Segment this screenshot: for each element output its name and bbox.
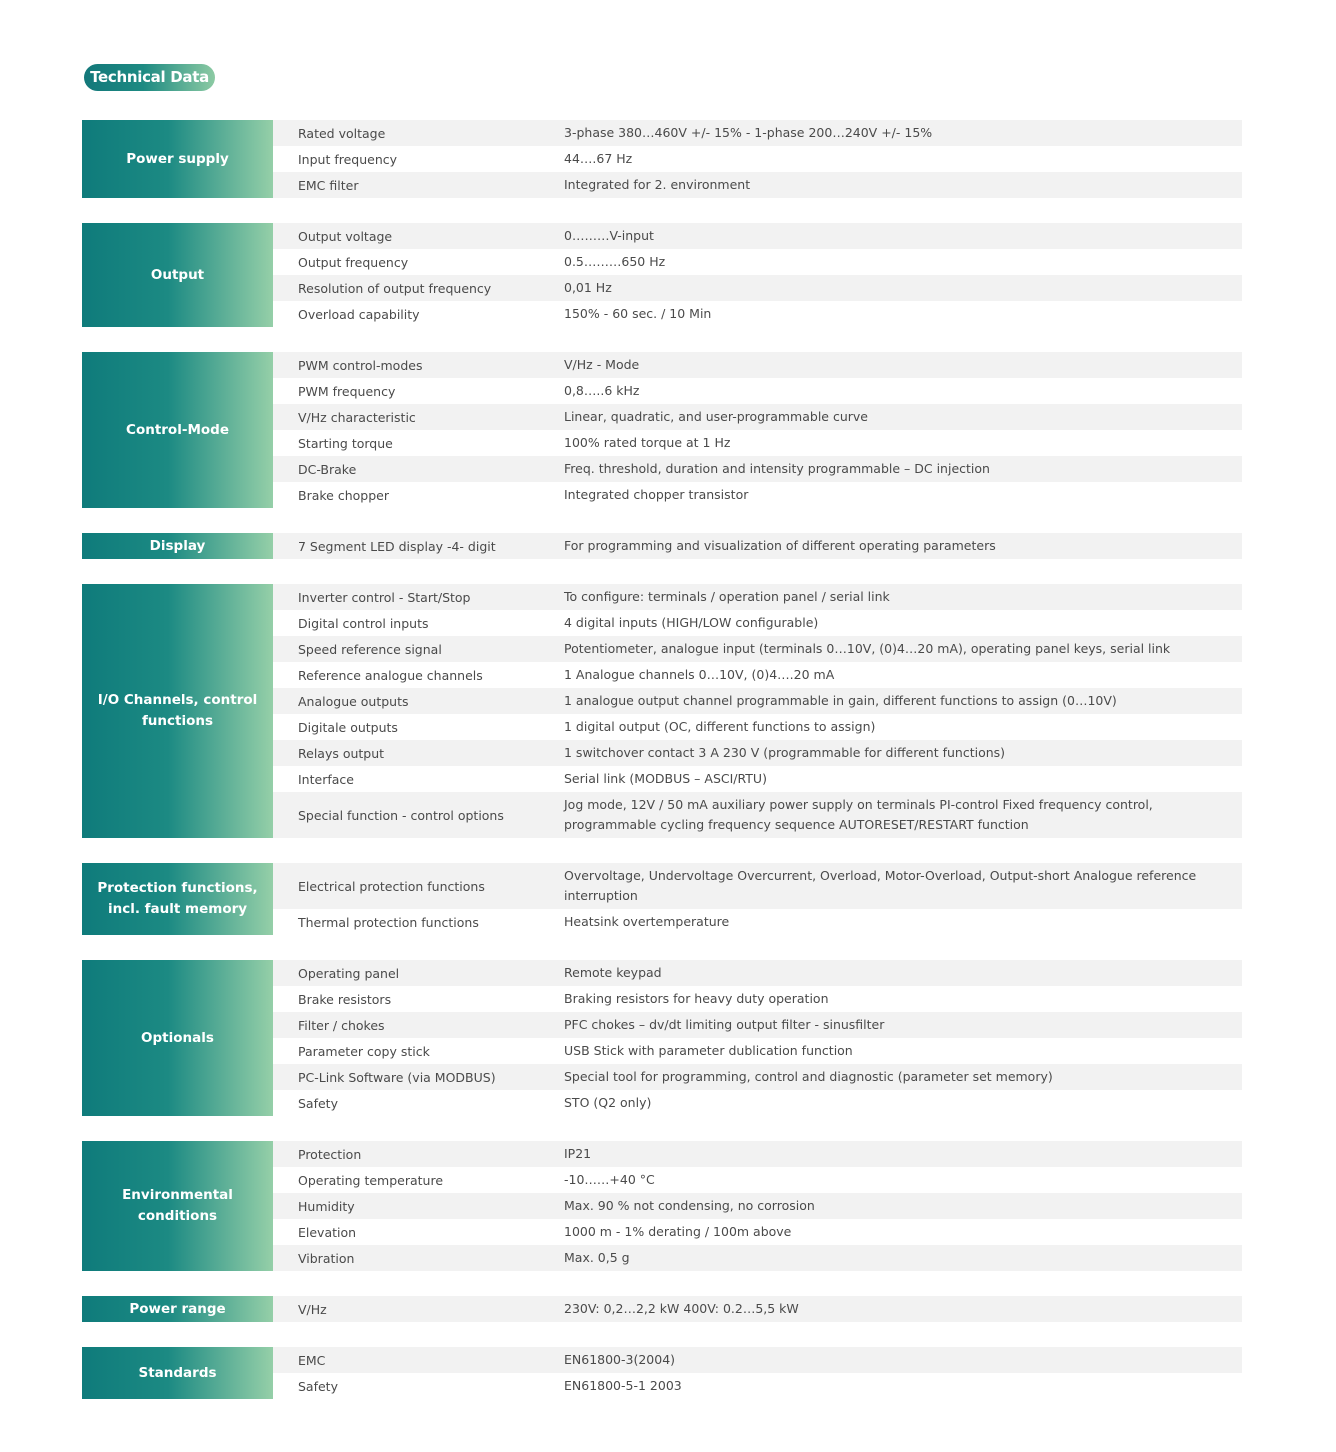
spec-value: Special tool for programming, control and diagnostic (parameter set memory): [564, 1069, 1053, 1084]
spec-row: [273, 1012, 1242, 1038]
page-title-badge: Technical Data: [84, 64, 215, 91]
spec-row: [273, 792, 1242, 838]
spec-section: [82, 533, 1242, 559]
spec-key: Relays output: [298, 745, 385, 761]
spec-row: [273, 275, 1242, 301]
spec-key: Speed reference signal: [298, 641, 442, 657]
spec-section: [82, 352, 1242, 508]
spec-key: Thermal protection functions: [298, 914, 479, 930]
spec-value: 0………V-input: [564, 228, 654, 243]
spec-key: Rated voltage: [298, 125, 386, 141]
spec-key: Output voltage: [298, 228, 393, 244]
spec-key: Electrical protection functions: [298, 878, 485, 894]
spec-row: [273, 1373, 1242, 1399]
spec-row: [273, 688, 1242, 714]
spec-key: EMC filter: [298, 177, 359, 193]
spec-value: 4 digital inputs (HIGH/LOW configurable): [564, 615, 819, 630]
spec-value: IP21: [564, 1146, 592, 1161]
spec-key: V/Hz characteristic: [298, 409, 416, 425]
spec-value: 100% rated torque at 1 Hz: [564, 435, 731, 450]
spec-value: 0,01 Hz: [564, 280, 612, 295]
section-label: Power supply: [82, 120, 273, 198]
spec-key: Safety: [298, 1095, 338, 1111]
spec-value: 0,8…..6 kHz: [564, 383, 640, 398]
spec-section: [82, 863, 1242, 935]
spec-section: [82, 1296, 1242, 1322]
spec-row: [273, 1219, 1242, 1245]
spec-key: Input frequency: [298, 151, 398, 167]
spec-value: Serial link (MODBUS – ASCI/RTU): [564, 771, 767, 786]
section-rows: [273, 960, 1242, 1116]
spec-key: Inverter control - Start/Stop: [298, 589, 471, 605]
spec-key: PWM control-modes: [298, 357, 423, 373]
spec-value: USB Stick with parameter dublication function: [564, 1043, 853, 1058]
spec-value: 1 digital output (OC, different functions to assign): [564, 719, 876, 734]
section-label: Environmental conditions: [82, 1141, 273, 1271]
spec-key: Brake chopper: [298, 487, 389, 503]
spec-row: [273, 1090, 1242, 1116]
spec-row: [273, 1347, 1242, 1373]
spec-key: Operating panel: [298, 965, 400, 981]
spec-row: [273, 223, 1242, 249]
spec-value: 3-phase 380…460V +/- 15% - 1-phase 200…240V +/- 15%: [564, 125, 933, 140]
spec-key: Safety: [298, 1378, 338, 1394]
spec-row: [273, 172, 1242, 198]
section-label: Control-Mode: [82, 352, 273, 508]
spec-row: [273, 1038, 1242, 1064]
spec-value: 1 switchover contact 3 A 230 V (programmable for different functions): [564, 745, 1006, 760]
spec-key: Interface: [298, 771, 354, 787]
spec-value: Remote keypad: [564, 965, 662, 980]
section-label: Display: [82, 533, 273, 559]
spec-key: Output frequency: [298, 254, 409, 270]
spec-key: Parameter copy stick: [298, 1043, 430, 1059]
spec-value: 0.5………650 Hz: [564, 254, 666, 269]
spec-row: [273, 482, 1242, 508]
spec-value: -10……+40 °C: [564, 1172, 655, 1187]
section-rows: [273, 1296, 1242, 1322]
spec-key: DC-Brake: [298, 461, 357, 477]
spec-value: Integrated chopper transistor: [564, 487, 749, 502]
spec-value: Overvoltage, Undervoltage Overcurrent, Overload, Motor-Overload, Output-short Analogue reference interruption: [564, 868, 1197, 903]
spec-row: [273, 584, 1242, 610]
spec-row: [273, 662, 1242, 688]
section-rows: [273, 533, 1242, 559]
spec-key: Overload capability: [298, 306, 420, 322]
spec-section: [82, 120, 1242, 198]
section-label: Protection functions, incl. fault memory: [82, 863, 273, 935]
section-rows: [273, 223, 1242, 327]
spec-row: [273, 352, 1242, 378]
spec-key: Special function - control options: [298, 807, 504, 823]
spec-row: [273, 120, 1242, 146]
spec-value: V/Hz - Mode: [564, 357, 640, 372]
spec-value: STO (Q2 only): [564, 1095, 652, 1110]
section-rows: [273, 1347, 1242, 1399]
spec-key: Brake resistors: [298, 991, 392, 1007]
section-label: Output: [82, 223, 273, 327]
section-rows: [273, 584, 1242, 838]
spec-section: [82, 1141, 1242, 1271]
section-label: I/O Channels, control functions: [82, 584, 273, 838]
spec-value: Jog mode, 12V / 50 mA auxiliary power supply on terminals PI-control Fixed frequency control, programmable cycling frequency sequence AUTORESET/RESTART function: [564, 797, 1153, 832]
spec-key: 7 Segment LED display -4- digit: [298, 538, 496, 554]
spec-section: [82, 223, 1242, 327]
spec-key: Reference analogue channels: [298, 667, 483, 683]
spec-key: EMC: [298, 1352, 326, 1368]
spec-value: For programming and visualization of different operating parameters: [564, 538, 996, 553]
spec-row: [273, 1193, 1242, 1219]
spec-value: Freq. threshold, duration and intensity programmable – DC injection: [564, 461, 990, 476]
spec-section: [82, 584, 1242, 838]
spec-key: Starting torque: [298, 435, 393, 451]
spec-value: 1000 m - 1% derating / 100m above: [564, 1224, 792, 1239]
spec-key: Protection: [298, 1146, 362, 1162]
section-rows: [273, 1141, 1242, 1271]
spec-key: PWM frequency: [298, 383, 396, 399]
spec-row: [273, 146, 1242, 172]
spec-row: [273, 249, 1242, 275]
section-label: Optionals: [82, 960, 273, 1116]
section-label: Power range: [82, 1296, 273, 1322]
spec-value: Max. 90 % not condensing, no corrosion: [564, 1198, 815, 1213]
spec-section: [82, 960, 1242, 1116]
spec-key: Operating temperature: [298, 1172, 444, 1188]
spec-row: [273, 909, 1242, 935]
spec-row: [273, 533, 1242, 559]
spec-value: 1 Analogue channels 0…10V, (0)4….20 mA: [564, 667, 835, 682]
section-label: Standards: [82, 1347, 273, 1399]
spec-key: PC-Link Software (via MODBUS): [298, 1069, 496, 1085]
spec-value: Heatsink overtemperature: [564, 914, 730, 929]
spec-row: [273, 456, 1242, 482]
spec-key: Vibration: [298, 1250, 355, 1266]
section-rows: [273, 352, 1242, 508]
spec-row: [273, 766, 1242, 792]
spec-value: PFC chokes – dv/dt limiting output filter - sinusfilter: [564, 1017, 885, 1032]
spec-key: Filter / chokes: [298, 1017, 385, 1033]
spec-value: Braking resistors for heavy duty operation: [564, 991, 829, 1006]
spec-row: [273, 378, 1242, 404]
spec-row: [273, 740, 1242, 766]
technical-data-table: [82, 120, 1242, 1424]
spec-row: [273, 610, 1242, 636]
spec-value: 230V: 0,2…2,2 kW 400V: 0.2…5,5 kW: [564, 1301, 799, 1316]
spec-row: [273, 714, 1242, 740]
spec-row: [273, 986, 1242, 1012]
spec-value: 44….67 Hz: [564, 151, 633, 166]
spec-key: Analogue outputs: [298, 693, 409, 709]
spec-value: Linear, quadratic, and user-programmable curve: [564, 409, 868, 424]
spec-row: [273, 1296, 1242, 1322]
spec-key: V/Hz: [298, 1301, 327, 1317]
spec-row: [273, 863, 1242, 909]
spec-row: [273, 404, 1242, 430]
spec-row: [273, 1167, 1242, 1193]
section-rows: [273, 120, 1242, 198]
spec-key: Resolution of output frequency: [298, 280, 492, 296]
spec-value: Max. 0,5 g: [564, 1250, 630, 1265]
spec-value: To configure: terminals / operation panel / serial link: [564, 589, 890, 604]
section-rows: [273, 863, 1242, 935]
spec-value: Potentiometer, analogue input (terminals 0…10V, (0)4…20 mA), operating panel keys, serial link: [564, 641, 1171, 656]
spec-row: [273, 1245, 1242, 1271]
spec-row: [273, 1141, 1242, 1167]
spec-value: 1 analogue output channel programmable in gain, different functions to assign (0…10V): [564, 693, 1117, 708]
spec-row: [273, 430, 1242, 456]
spec-value: EN61800-5-1 2003: [564, 1378, 682, 1393]
spec-row: [273, 1064, 1242, 1090]
spec-key: Humidity: [298, 1198, 355, 1214]
spec-value: EN61800-3(2004): [564, 1352, 676, 1367]
spec-row: [273, 301, 1242, 327]
spec-key: Elevation: [298, 1224, 357, 1240]
spec-key: Digitale outputs: [298, 719, 398, 735]
spec-row: [273, 960, 1242, 986]
spec-value: Integrated for 2. environment: [564, 177, 751, 192]
spec-value: 150% - 60 sec. / 10 Min: [564, 306, 712, 321]
spec-row: [273, 636, 1242, 662]
spec-key: Digital control inputs: [298, 615, 429, 631]
spec-section: [82, 1347, 1242, 1399]
